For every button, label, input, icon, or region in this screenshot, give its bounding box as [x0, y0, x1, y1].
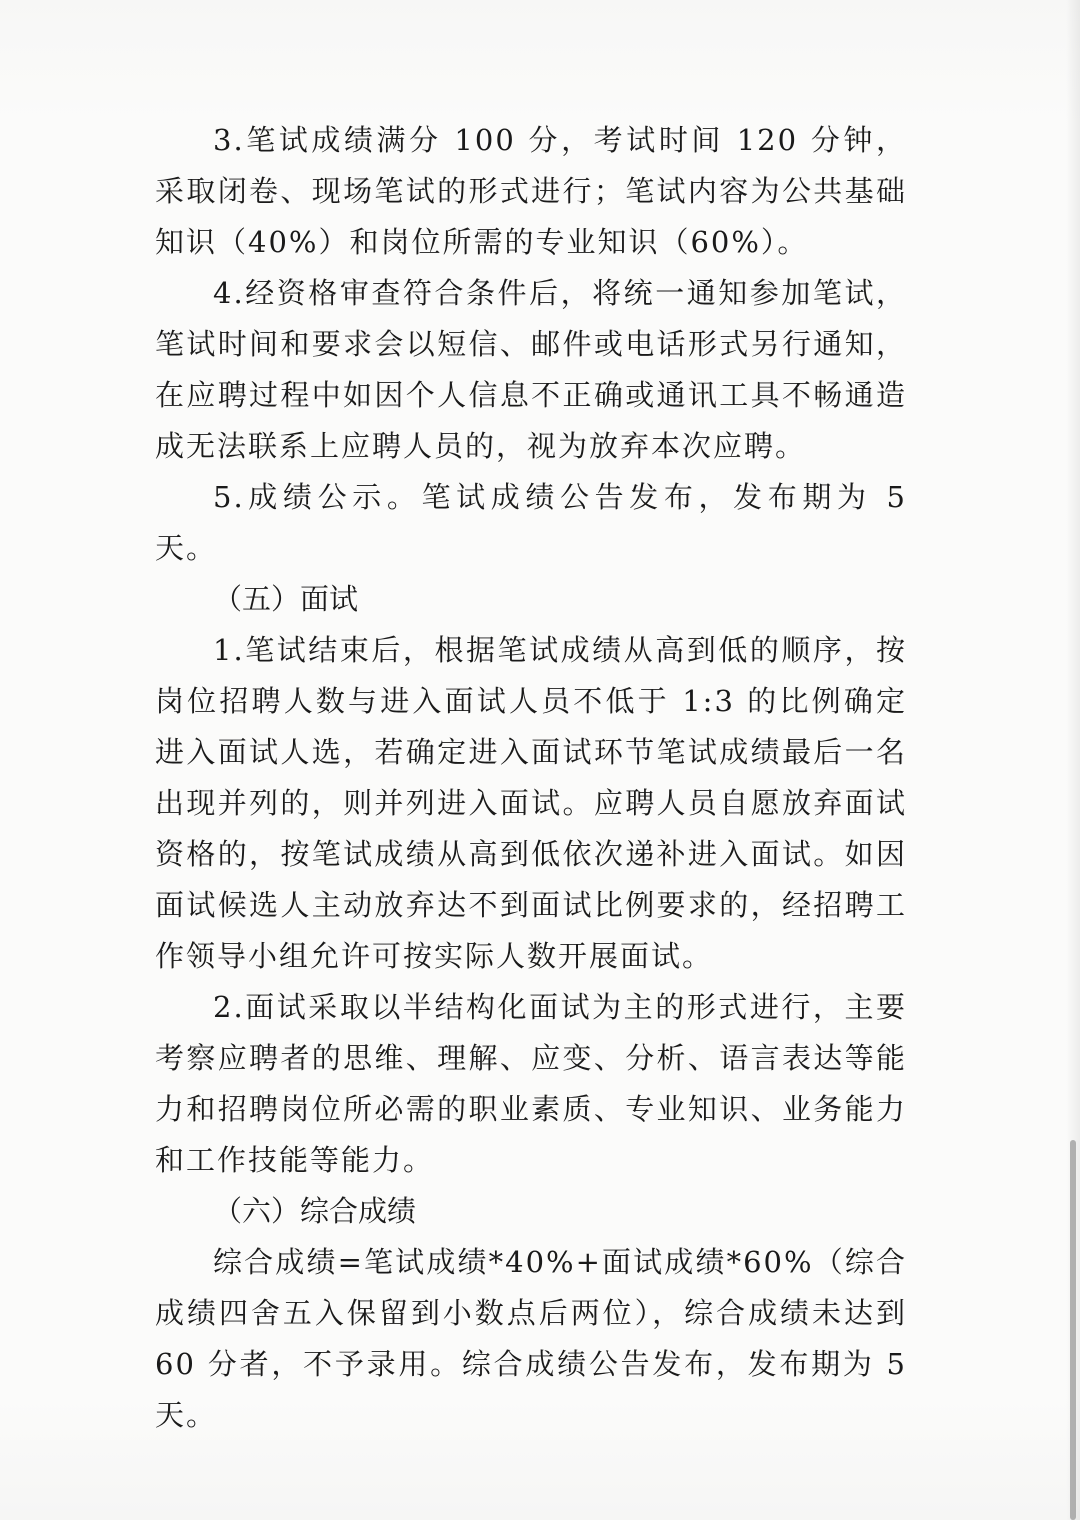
- paragraph-overall-score-formula: 综合成绩=笔试成绩*40%+面试成绩*60%（综合成绩四舍五入保留到小数点后两位），综合成绩未达到 60 分者，不予录用。综合成绩公告发布，发布期为 5 天。: [155, 1245, 907, 1432]
- section-heading-overall-score: （六）综合成绩: [213, 1194, 417, 1228]
- paragraph-interview-format: 2.面试采取以半结构化面试为主的形式进行，主要考察应聘者的思维、理解、应变、分析、语言表达等能力和招聘岗位所必需的职业素质、专业知识、业务能力和工作技能等能力。: [155, 990, 907, 1177]
- paragraph-interview-selection: 1.笔试结束后，根据笔试成绩从高到低的顺序，按岗位招聘人数与进入面试人员不低于 1:3 的比例确定进入面试人选，若确定进入面试环节笔试成绩最后一名出现并列的，则并列进入面试。应聘人员自愿放弃面试资格的，按笔试成绩从高到低依次递补进入面试。如因面试候选人主动放弃达不到面试比例要求的，经招聘工作领导小组允许可按实际人数开展面试。: [155, 633, 907, 973]
- document-body: [155, 115, 907, 1441]
- section-heading-interview: （五）面试: [213, 582, 359, 616]
- paragraph-written-exam-notice: 4.经资格审查符合条件后，将统一通知参加笔试，笔试时间和要求会以短信、邮件或电话形式另行通知，在应聘过程中如因个人信息不正确或通讯工具不畅通造成无法联系上应聘人员的，视为放弃本次应聘。: [155, 276, 907, 463]
- paragraph-written-exam-publicity: 5.成绩公示。笔试成绩公告发布，发布期为 5 天。: [155, 480, 907, 565]
- scrollbar-thumb[interactable]: [1070, 1140, 1076, 1520]
- paragraph-written-exam-score: 3.笔试成绩满分 100 分，考试时间 120 分钟，采取闭卷、现场笔试的形式进行；笔试内容为公共基础知识（40%）和岗位所需的专业知识（60%）。: [155, 123, 907, 259]
